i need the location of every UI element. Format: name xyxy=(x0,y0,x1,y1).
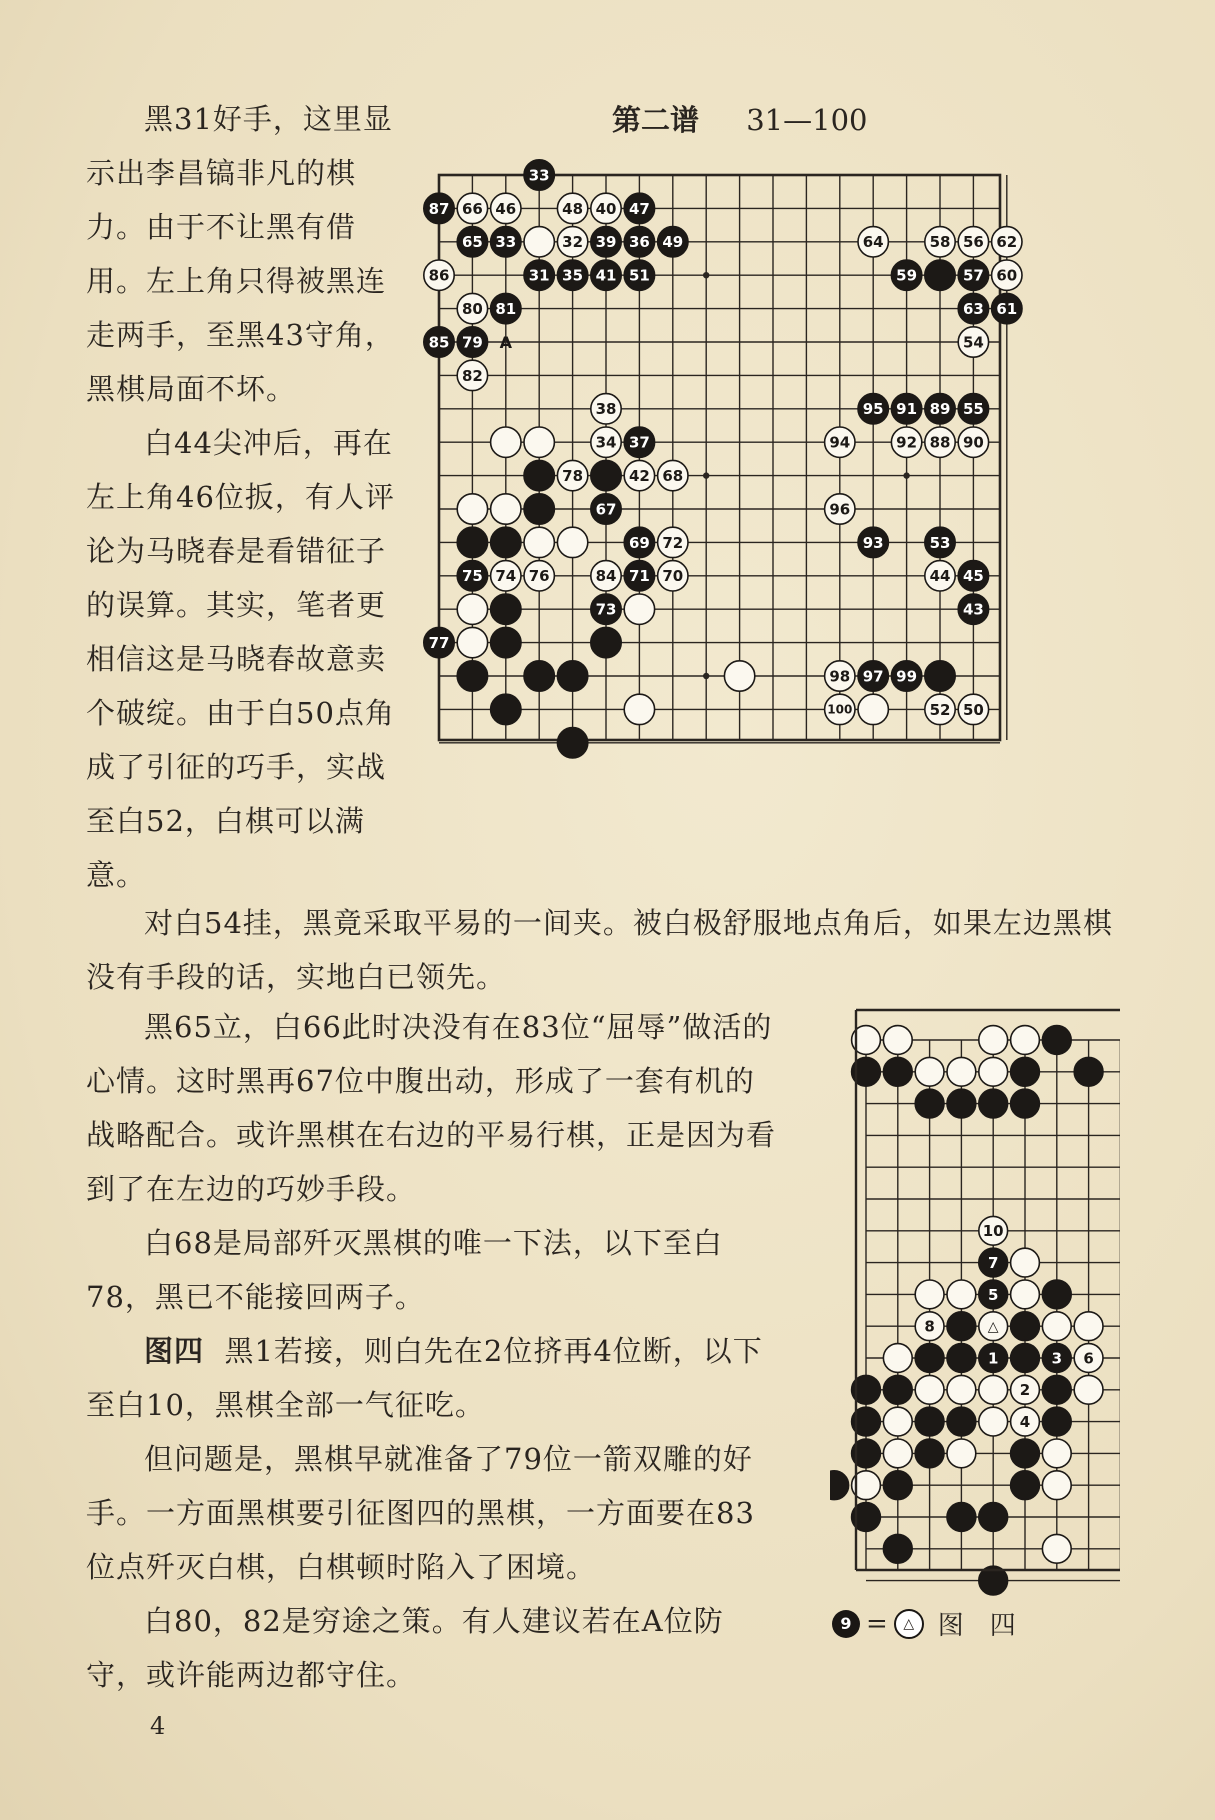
black-stone xyxy=(491,527,521,557)
move-number: 44 xyxy=(929,567,951,586)
paragraph-white68: 白68是局部歼灭黑棋的唯一下法，以下至白78，黑已不能接回两子。 xyxy=(86,1226,723,1314)
move-number: 5 xyxy=(987,1285,999,1304)
black-stone xyxy=(979,1089,1008,1118)
move-number: 67 xyxy=(595,500,617,519)
move-number: 85 xyxy=(428,333,450,352)
diagram-title-range: 31—100 xyxy=(746,103,868,137)
black-stone xyxy=(1042,1280,1071,1309)
figure4-caption xyxy=(832,1605,1016,1642)
move-number: 42 xyxy=(628,467,650,485)
white-stone xyxy=(557,527,587,557)
black-stone xyxy=(1011,1057,1040,1086)
paragraph-white80: 白80，82是穷途之策。有人建议若在A位防守，或许能两边都守住。 xyxy=(86,1604,724,1692)
move-number: 55 xyxy=(962,400,984,419)
move-number: 91 xyxy=(896,400,918,419)
black-stone xyxy=(491,594,521,624)
black-stone xyxy=(915,1407,944,1436)
move-number: 59 xyxy=(896,266,918,285)
move-number: 72 xyxy=(662,533,684,552)
white-stone xyxy=(858,694,888,724)
move-number: 86 xyxy=(428,266,450,285)
white-stone xyxy=(1011,1248,1040,1277)
white-stone xyxy=(1042,1534,1071,1563)
white-stone xyxy=(947,1375,976,1404)
fig4-stones xyxy=(830,1026,1103,1595)
move-number: 81 xyxy=(495,300,517,318)
black-stone xyxy=(1042,1026,1071,1055)
black-stone xyxy=(1011,1089,1040,1118)
move-number: 39 xyxy=(595,233,617,252)
move-number: 50 xyxy=(962,700,984,719)
caption-triangle-icon: △ xyxy=(894,1609,924,1639)
move-number: 96 xyxy=(829,500,851,519)
main-star-point xyxy=(703,673,709,679)
move-number: 71 xyxy=(628,567,650,586)
black-stone xyxy=(1074,1057,1103,1086)
white-stone xyxy=(457,494,487,524)
move-number: 99 xyxy=(896,667,918,686)
white-stone xyxy=(491,494,521,524)
move-number: 76 xyxy=(528,567,550,586)
black-stone xyxy=(947,1503,976,1532)
move-number: 82 xyxy=(461,366,483,385)
move-number: 37 xyxy=(628,433,650,452)
move-number: 87 xyxy=(428,199,450,218)
move-number: 2 xyxy=(1019,1381,1031,1400)
black-stone xyxy=(557,661,587,691)
move-number: 92 xyxy=(896,433,918,452)
move-number: 32 xyxy=(562,233,584,252)
black-stone xyxy=(524,494,554,524)
move-number: 60 xyxy=(996,266,1018,285)
black-stone xyxy=(947,1407,976,1436)
white-stone xyxy=(915,1280,944,1309)
move-number: 6 xyxy=(1083,1349,1094,1368)
black-stone xyxy=(491,694,521,724)
black-stone xyxy=(915,1439,944,1468)
black-stone xyxy=(947,1344,976,1373)
move-number: 33 xyxy=(528,166,550,185)
move-number: 89 xyxy=(929,400,951,419)
black-stone xyxy=(591,460,621,490)
move-number: 66 xyxy=(461,199,483,218)
white-stone xyxy=(1042,1312,1071,1341)
move-number: 100 xyxy=(827,702,853,717)
paragraph-black31: 黑31好手，这里显示出李昌镐非凡的棋力。由于不让黑有借用。左上角只得被黑连走两手，至黑43守角，黑棋局面不坏。 xyxy=(86,102,395,406)
figure4-text: 黑1若接，则白先在2位挤再4位断，以下至白10，黑棋全部一气征吃。 xyxy=(86,1334,763,1422)
move-number: 97 xyxy=(862,667,884,686)
move-number: 58 xyxy=(929,233,951,252)
black-stone xyxy=(915,1089,944,1118)
white-stone xyxy=(457,594,487,624)
move-number: 47 xyxy=(628,199,650,218)
move-number: 62 xyxy=(996,233,1018,252)
white-stone xyxy=(724,661,754,691)
white-stone xyxy=(947,1439,976,1468)
move-number: 10 xyxy=(982,1222,1004,1241)
white-stone xyxy=(1011,1280,1040,1309)
diagram-title xyxy=(612,98,868,139)
move-number: 36 xyxy=(628,233,650,252)
move-number: 68 xyxy=(662,467,684,485)
move-number: 88 xyxy=(929,433,951,452)
white-stone xyxy=(524,427,554,457)
move-number: 65 xyxy=(461,233,483,252)
black-stone xyxy=(883,1057,912,1086)
black-stone xyxy=(591,627,621,657)
move-number: 46 xyxy=(495,199,517,218)
move-number: 7 xyxy=(987,1254,999,1272)
move-number: 57 xyxy=(962,266,984,285)
move-number: 73 xyxy=(595,600,617,619)
move-number: 35 xyxy=(562,266,584,285)
black-stone xyxy=(1011,1471,1040,1500)
paragraph-white54: 对白54挂，黑竟采取平易的一间夹。被白极舒服地点角后，如果左边黑棋没有手段的话，实地白已领先。 xyxy=(86,906,1113,994)
move-number: 75 xyxy=(461,567,483,586)
black-stone xyxy=(1042,1407,1071,1436)
move-number: 84 xyxy=(595,567,617,586)
black-stone xyxy=(1042,1375,1071,1404)
move-number: 93 xyxy=(862,533,884,552)
black-stone xyxy=(947,1312,976,1341)
white-stone xyxy=(979,1057,1008,1086)
move-number: 61 xyxy=(996,300,1018,318)
move-number: 34 xyxy=(595,433,617,452)
main-border xyxy=(439,175,1000,740)
black-stone xyxy=(925,260,955,290)
move-number: 79 xyxy=(461,333,483,352)
move-number: 80 xyxy=(461,300,483,318)
move-number: 54 xyxy=(962,333,984,352)
black-stone xyxy=(1011,1439,1040,1468)
white-stone xyxy=(1042,1471,1071,1500)
move-number: 95 xyxy=(862,400,884,419)
main-star-point xyxy=(703,272,709,278)
go-board-figure4 xyxy=(830,1006,1120,1596)
caption-label: 图 四 xyxy=(937,1611,1016,1641)
main-star-point xyxy=(903,472,909,478)
white-stone xyxy=(883,1407,912,1436)
black-stone xyxy=(457,661,487,691)
white-stone xyxy=(624,694,654,724)
move-number: 63 xyxy=(962,300,984,318)
move-number: 94 xyxy=(829,433,851,452)
move-number: 41 xyxy=(595,266,617,285)
black-stone xyxy=(557,728,587,758)
white-stone xyxy=(524,227,554,257)
white-stone xyxy=(457,627,487,657)
white-stone xyxy=(491,427,521,457)
move-number: 90 xyxy=(962,433,984,452)
black-stone xyxy=(883,1534,912,1563)
marker-a: A xyxy=(499,333,512,352)
white-stone xyxy=(1074,1312,1103,1341)
main-star-point xyxy=(703,472,709,478)
white-stone xyxy=(883,1439,912,1468)
move-number: 53 xyxy=(929,533,951,552)
go-board-main xyxy=(420,150,1120,870)
move-number: 52 xyxy=(929,700,951,719)
black-stone xyxy=(830,1471,849,1500)
black-stone xyxy=(1011,1344,1040,1373)
move-number: 3 xyxy=(1051,1349,1063,1368)
black-stone xyxy=(915,1344,944,1373)
black-stone xyxy=(524,460,554,490)
move-number: 77 xyxy=(428,634,450,652)
move-number: 74 xyxy=(495,567,517,586)
caption-stone-icon: 9 xyxy=(832,1610,860,1638)
white-stone xyxy=(1042,1439,1071,1468)
page-number: 4 xyxy=(150,1712,166,1740)
move-number: 38 xyxy=(595,400,617,419)
move-number: 31 xyxy=(528,266,550,285)
black-stone xyxy=(1011,1312,1040,1341)
move-number: 69 xyxy=(628,533,650,552)
white-stone xyxy=(883,1026,912,1055)
white-stone xyxy=(979,1375,1008,1404)
move-number: 4 xyxy=(1019,1413,1031,1431)
white-stone xyxy=(1074,1375,1103,1404)
caption-equals: = xyxy=(866,1608,888,1639)
black-stone xyxy=(457,527,487,557)
move-number: 45 xyxy=(962,567,984,586)
black-stone xyxy=(491,627,521,657)
move-number: 49 xyxy=(662,233,684,252)
black-stone xyxy=(524,661,554,691)
black-stone xyxy=(947,1089,976,1118)
white-stone xyxy=(1011,1026,1040,1055)
main-grid xyxy=(439,175,1007,743)
paragraph-black79: 但问题是，黑棋早就准备了79位一箭双雕的好手。一方面黑棋要引征图四的黑棋，一方面要在83位点歼灭白棋，白棋顿时陷入了困境。 xyxy=(86,1442,755,1584)
white-stone xyxy=(979,1026,1008,1055)
white-stone xyxy=(947,1280,976,1309)
move-number: 64 xyxy=(862,233,884,252)
move-number: 1 xyxy=(987,1349,999,1368)
black-stone xyxy=(883,1375,912,1404)
diagram-title-label: 第二谱 xyxy=(612,103,700,137)
move-number: 78 xyxy=(562,467,584,485)
white-stone xyxy=(624,594,654,624)
move-number: 33 xyxy=(495,233,517,252)
white-stone xyxy=(883,1344,912,1373)
move-number: 70 xyxy=(662,567,684,586)
paragraph-white44: 白44尖冲后，再在左上角46位扳，有人评论为马晓春是看错征子的误算。其实，笔者更相信这是马晓春故意卖个破绽。由于白50点角成了引征的巧手，实战至白52，白棋可以满意。 xyxy=(86,426,395,892)
move-number: 56 xyxy=(962,233,984,252)
move-number: 43 xyxy=(962,600,984,619)
black-stone xyxy=(979,1503,1008,1532)
white-stone xyxy=(915,1057,944,1086)
white-stone xyxy=(524,527,554,557)
main-stones xyxy=(424,160,1022,758)
fig4-grid xyxy=(866,1040,1120,1581)
move-number: 51 xyxy=(628,266,650,285)
white-stone xyxy=(947,1057,976,1086)
black-stone xyxy=(925,661,955,691)
move-number: 8 xyxy=(924,1317,935,1336)
move-number: 98 xyxy=(829,667,851,686)
white-stone xyxy=(979,1407,1008,1436)
black-stone xyxy=(883,1471,912,1500)
white-stone xyxy=(915,1375,944,1404)
move-number: △ xyxy=(987,1319,999,1336)
paragraph-black65: 黑65立，白66此时决没有在83位“屈辱”做活的心情。这时黑再67位中腹出动，形成了一套有机的战略配合。或许黑棋在右边的平易行棋，正是因为看到了在左边的巧妙手段。 xyxy=(86,1010,777,1206)
move-number: 48 xyxy=(562,199,584,218)
figure4-label: 图四 xyxy=(144,1334,205,1368)
move-number: 40 xyxy=(595,199,617,218)
paragraph-figure4 xyxy=(86,1324,776,1432)
